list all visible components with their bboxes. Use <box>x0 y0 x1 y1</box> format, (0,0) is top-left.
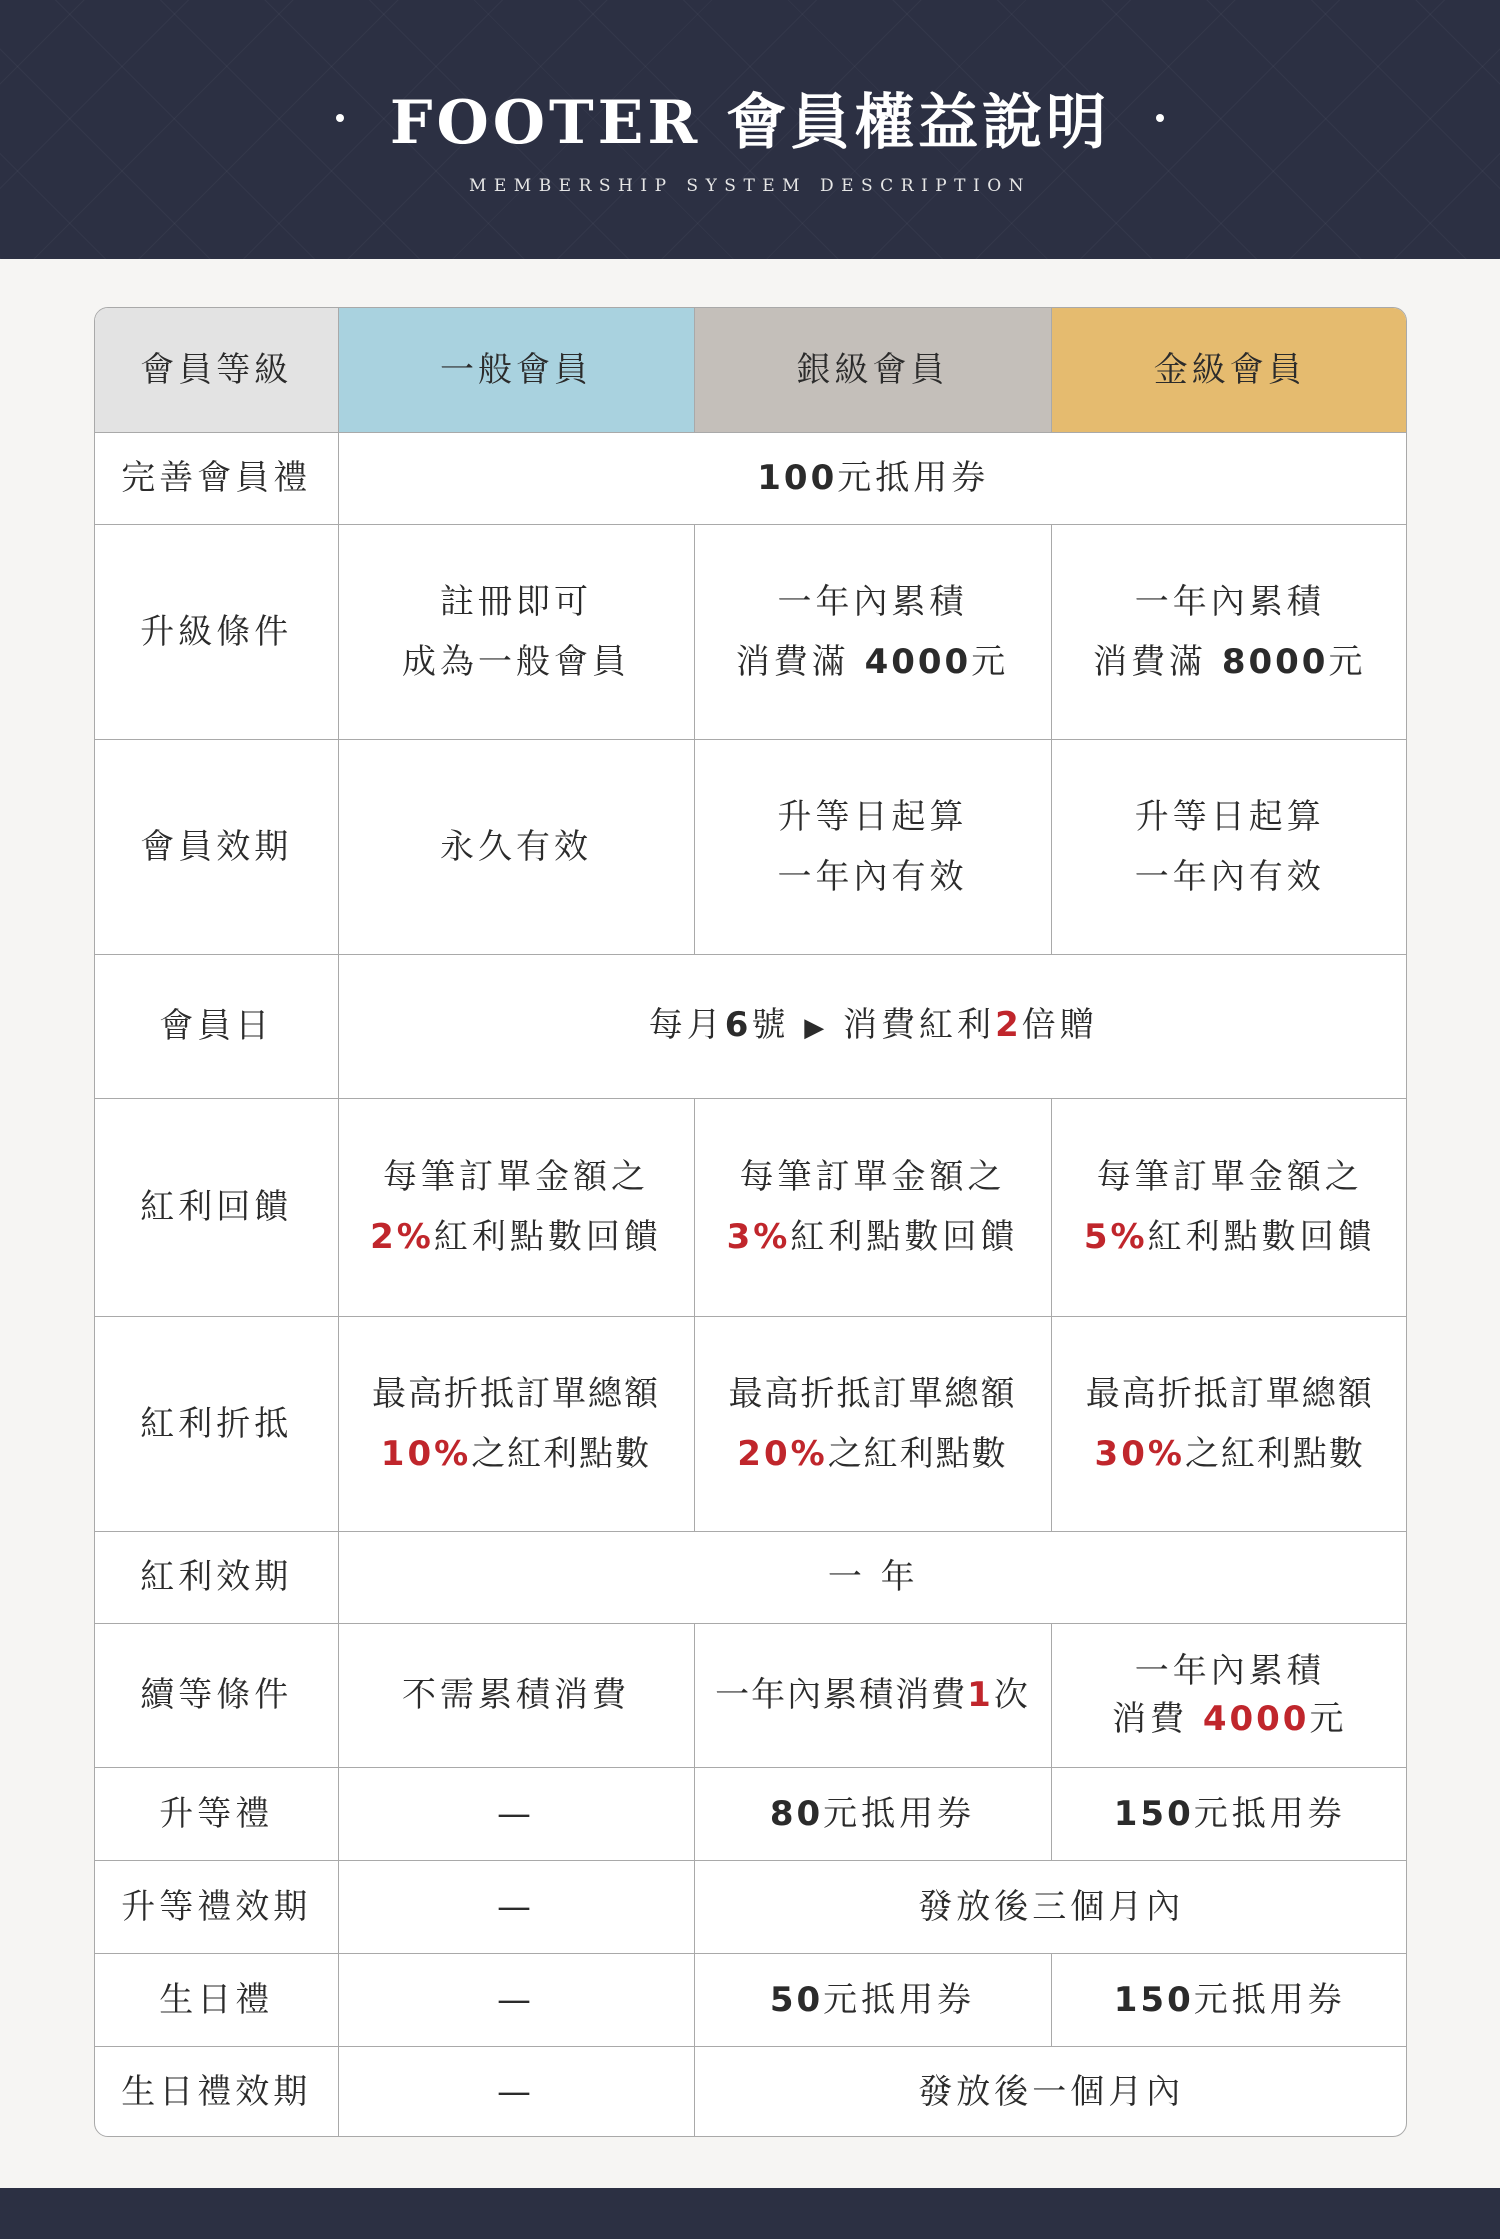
gold-upgrade-gift: 150元抵用券 <box>1051 1767 1407 1860</box>
birthday-gift-validity-row <box>95 2046 1407 2137</box>
tier-header-row <box>95 308 1407 432</box>
general-birthday-gift-validity: — <box>338 2046 694 2137</box>
gold-birthday-gift: 150元抵用券 <box>1051 1953 1407 2046</box>
row-label: 紅利效期 <box>95 1531 338 1623</box>
play-triangle-icon: ▶ <box>804 1012 829 1043</box>
row-label: 會員效期 <box>95 739 338 954</box>
row-label: 生日禮 <box>95 1953 338 2046</box>
general-upgrade-gift-validity: — <box>338 1860 694 1953</box>
general-birthday-gift: — <box>338 1953 694 2046</box>
upgrade-gift-validity-row <box>95 1860 1407 1953</box>
row-label: 升等禮效期 <box>95 1860 338 1953</box>
row-label: 紅利回饋 <box>95 1098 338 1316</box>
gold-tier-header: 金級會員 <box>1051 308 1407 432</box>
general-tier-header: 一般會員 <box>338 308 694 432</box>
silver-bonus-return: 每筆訂單金額之 3%紅利點數回饋 <box>694 1098 1051 1316</box>
row-label: 升等禮 <box>95 1767 338 1860</box>
general-validity: 永久有效 <box>338 739 694 954</box>
row-label: 續等條件 <box>95 1623 338 1767</box>
birthday-gift-row <box>95 1953 1407 2046</box>
gold-bonus-return: 每筆訂單金額之 5%紅利點數回饋 <box>1051 1098 1407 1316</box>
general-bonus-discount: 最高折抵訂單總額 10%之紅利點數 <box>338 1316 694 1531</box>
silver-birthday-gift: 50元抵用券 <box>694 1953 1051 2046</box>
general-bonus-return: 每筆訂單金額之 2%紅利點數回饋 <box>338 1098 694 1316</box>
row-label: 完善會員禮 <box>95 432 338 524</box>
gold-validity: 升等日起算 一年內有效 <box>1051 739 1407 954</box>
gold-renewal: 一年內累積 消費 4000元 <box>1051 1623 1407 1767</box>
right-dot <box>1156 114 1164 122</box>
member-day-value: 每月6號 ▶ 消費紅利2倍贈 <box>338 954 1407 1098</box>
row-label: 紅利折抵 <box>95 1316 338 1531</box>
welcome-gift-row <box>95 432 1407 524</box>
validity-row <box>95 739 1407 954</box>
row-label: 生日禮效期 <box>95 2046 338 2137</box>
bonus-discount-row <box>95 1316 1407 1531</box>
silver-renewal: 一年內累積消費1次 <box>694 1623 1051 1767</box>
gold-bonus-discount: 最高折抵訂單總額 30%之紅利點數 <box>1051 1316 1407 1531</box>
renewal-row <box>95 1623 1407 1767</box>
silver-bonus-discount: 最高折抵訂單總額 20%之紅利點數 <box>694 1316 1051 1531</box>
welcome-gift-value: 100元抵用券 <box>338 432 1407 524</box>
title-row <box>0 78 1500 158</box>
bonus-return-row <box>95 1098 1407 1316</box>
tier-label-header: 會員等級 <box>95 308 338 432</box>
upgrade-gift-row <box>95 1767 1407 1860</box>
upgrade-gift-validity-value: 發放後三個月內 <box>694 1860 1407 1953</box>
row-label: 會員日 <box>95 954 338 1098</box>
member-day-row <box>95 954 1407 1098</box>
page-subtitle: MEMBERSHIP SYSTEM DESCRIPTION <box>468 176 1032 196</box>
left-dot <box>336 114 344 122</box>
general-upgrade-gift: — <box>338 1767 694 1860</box>
membership-table <box>94 307 1407 2137</box>
bonus-validity-value: 一 年 <box>338 1531 1407 1623</box>
upgrade-condition-row <box>95 524 1407 739</box>
birthday-gift-validity-value: 發放後一個月內 <box>694 2046 1407 2137</box>
silver-upgrade-condition: 一年內累積 消費滿 4000元 <box>694 524 1051 739</box>
page-header <box>0 0 1500 259</box>
row-label: 升級條件 <box>95 524 338 739</box>
footer-bar <box>0 2188 1500 2239</box>
page-title: FOOTER 會員權益說明 <box>389 88 1111 158</box>
silver-validity: 升等日起算 一年內有效 <box>694 739 1051 954</box>
bonus-validity-row <box>95 1531 1407 1623</box>
general-renewal: 不需累積消費 <box>338 1623 694 1767</box>
silver-tier-header: 銀級會員 <box>694 308 1051 432</box>
silver-upgrade-gift: 80元抵用券 <box>694 1767 1051 1860</box>
gold-upgrade-condition: 一年內累積 消費滿 8000元 <box>1051 524 1407 739</box>
general-upgrade-condition: 註冊即可 成為一般會員 <box>338 524 694 739</box>
